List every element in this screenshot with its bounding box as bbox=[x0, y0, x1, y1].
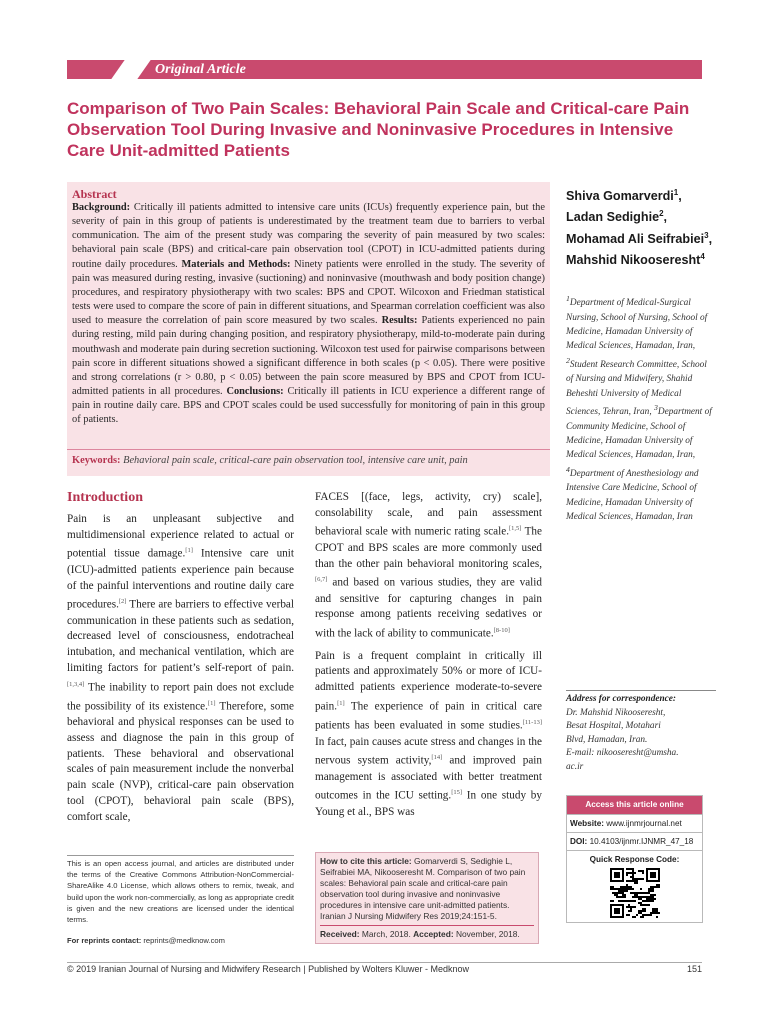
footer-divider bbox=[67, 962, 702, 963]
reprints-label: For reprints contact: bbox=[67, 936, 142, 945]
qr-module bbox=[650, 900, 652, 902]
qr-label: Quick Response Code: bbox=[589, 855, 680, 864]
qr-module bbox=[650, 872, 656, 878]
qr-module bbox=[626, 874, 628, 876]
qr-module bbox=[638, 870, 640, 872]
doi-row bbox=[567, 832, 702, 850]
qr-module bbox=[626, 872, 628, 874]
qr-module bbox=[624, 886, 626, 888]
qr-module bbox=[632, 900, 634, 902]
results-text: Patients experienced no pain during resting, mild pain during changing position, and respiratory physiotherapy, mild-to-moderate pain during mouthwash and moderate pain during secretion suctioning. Wilcoxon test used for pairwise comparisons between pain score in different situations showed a significant difference in both scales (p < 0.05). There were positive and strong correlations (r > 0.80, p < 0.05) between the pain score measured by BPS and CPOT from ICU-admitted patients in all procedures. bbox=[72, 315, 545, 398]
qr-module bbox=[636, 894, 638, 896]
qr-module bbox=[634, 878, 636, 880]
qr-module bbox=[630, 886, 632, 888]
qr-module bbox=[646, 914, 648, 916]
qr-module bbox=[622, 886, 624, 888]
qr-module bbox=[632, 868, 634, 870]
qr-module bbox=[624, 888, 626, 890]
qr-module bbox=[620, 900, 622, 902]
author-list bbox=[566, 184, 716, 270]
keywords-divider bbox=[67, 449, 550, 450]
qr-module bbox=[652, 890, 654, 892]
qr-module bbox=[620, 892, 622, 894]
qr-module bbox=[646, 904, 648, 906]
qr-module bbox=[656, 908, 658, 910]
cite-text: Gomarverdi S, Sedighie L, Seifrabiei MA, Nikooseresht M. Comparison of two pain scales: Behavioral pain scale and critical-care pain observation tool during invasive and noninvasive procedures in intensive care unit-admitted patients. Iranian J Nursing Midwifery Res 2019;24:151-5. bbox=[320, 856, 526, 921]
qr-module bbox=[652, 910, 654, 912]
qr-module bbox=[638, 910, 640, 912]
qr-module bbox=[656, 886, 658, 888]
author-sup: 3 bbox=[704, 230, 709, 240]
qr-module bbox=[656, 912, 658, 914]
qr-module bbox=[632, 874, 634, 876]
qr-module bbox=[626, 884, 628, 886]
qr-module bbox=[642, 878, 644, 880]
qr-module bbox=[642, 908, 644, 910]
qr-module bbox=[640, 892, 642, 894]
qr-module bbox=[630, 876, 632, 878]
affil-sup: 1 bbox=[566, 294, 570, 303]
author-sep: , bbox=[678, 189, 682, 204]
qr-module bbox=[614, 908, 620, 914]
citation-ref[interactable]: [2] bbox=[118, 598, 127, 606]
qr-code-icon[interactable] bbox=[610, 868, 660, 918]
correspondence bbox=[566, 690, 716, 774]
qr-module bbox=[638, 892, 640, 894]
methods-label: Materials and Methods: bbox=[181, 258, 291, 270]
qr-module bbox=[626, 890, 628, 892]
qr-module bbox=[630, 880, 632, 882]
qr-module bbox=[658, 884, 660, 886]
license-text: This is an open access journal, and articles are distributed under the terms of the Creative Commons Attribution-NonCommercial-ShareAlike 4.0 License, which allows others to remix, tweak, and build upon the work non-commercially, as long as appropriate credit is given and the new creations are licensed under the identical terms. bbox=[67, 855, 294, 925]
qr-module bbox=[646, 896, 648, 898]
affil-sup: 2 bbox=[566, 355, 570, 365]
keywords-text: Behavioral pain scale, critical-care pain observation tool, intensive care unit, pain bbox=[123, 455, 468, 466]
qr-module bbox=[628, 880, 630, 882]
qr-module bbox=[638, 896, 640, 898]
qr-module bbox=[656, 884, 658, 886]
accepted-date: November, 2018. bbox=[455, 929, 520, 939]
reprints-contact bbox=[67, 936, 225, 945]
qr-module bbox=[626, 886, 628, 888]
qr-module bbox=[630, 900, 632, 902]
affiliation: Department of Anesthesiology and Intensive Care Medicine, School of Medicine, Hamadan University of Medical Sciences, Hamadan, Iran bbox=[566, 468, 699, 523]
correspondence-line: ac.ir bbox=[566, 761, 584, 772]
qr-module bbox=[656, 916, 658, 918]
keywords bbox=[72, 454, 547, 467]
website-label: Website: bbox=[570, 819, 604, 828]
qr-module bbox=[642, 900, 644, 902]
qr-module bbox=[612, 900, 614, 902]
citation-ref[interactable]: [1] bbox=[207, 699, 216, 707]
qr-module bbox=[648, 896, 650, 898]
qr-module bbox=[646, 900, 648, 902]
qr-module bbox=[654, 912, 656, 914]
qr-module bbox=[630, 868, 632, 870]
article-title: Comparison of Two Pain Scales: Behavioral Pain Scale and Critical-care Pain Observation Tool During Invasive and Noninvasive Procedures in Intensive Care Unit-admitted Patients bbox=[67, 99, 690, 160]
qr-module bbox=[634, 894, 636, 896]
qr-module bbox=[644, 892, 646, 894]
background-text: Critically ill patients admitted to intensive care units (ICUs) frequently experience pain, but the severity of pain in this group of patients is underestimated by the treatment team due to barriers to verbal communication. The aim of the present study was comparing the severity of pain measured by two scales: behavioral pain scale (BPS) and critical-care pain observation tool (CPOT) in ICU-admitted patients during routine daily procedures. bbox=[72, 202, 545, 270]
qr-module bbox=[612, 888, 614, 890]
qr-module bbox=[632, 888, 634, 890]
qr-module bbox=[636, 914, 638, 916]
qr-module bbox=[642, 892, 644, 894]
author-sup: 2 bbox=[659, 209, 664, 219]
citation-ref[interactable]: [1,5] bbox=[509, 525, 522, 533]
qr-module bbox=[644, 900, 646, 902]
body-column-right bbox=[315, 490, 542, 827]
qr-module bbox=[654, 886, 656, 888]
qr-module bbox=[642, 910, 644, 912]
qr-module bbox=[638, 878, 640, 880]
qr-row bbox=[567, 850, 702, 918]
qr-module bbox=[622, 900, 624, 902]
affiliation: Department of Medical-Surgical Nursing, School of Nursing, School of Medicine, Hamadan University of Medical Sciences, Hamadan, Iran, bbox=[566, 298, 708, 352]
qr-module bbox=[650, 888, 652, 890]
results-label: Results: bbox=[381, 315, 418, 327]
author-sup: 1 bbox=[673, 188, 679, 197]
background-label: Background: bbox=[72, 202, 131, 213]
qr-module bbox=[626, 900, 628, 902]
qr-module bbox=[640, 870, 642, 872]
qr-module bbox=[610, 900, 612, 902]
qr-module bbox=[634, 892, 636, 894]
qr-module bbox=[640, 896, 642, 898]
qr-module bbox=[622, 894, 624, 896]
qr-module bbox=[630, 906, 632, 908]
qr-module bbox=[610, 886, 612, 888]
citation-ref[interactable]: [14] bbox=[431, 754, 443, 762]
affil-sup: 4 bbox=[566, 464, 570, 474]
doi-label: DOI: bbox=[570, 837, 588, 846]
author-sep: , bbox=[663, 210, 668, 225]
qr-module bbox=[650, 890, 652, 892]
access-heading: Access this article online bbox=[567, 796, 702, 814]
correspondence-heading: Address for correspondence: bbox=[566, 694, 677, 704]
qr-module bbox=[628, 904, 630, 906]
article-type-label: Original Article bbox=[155, 62, 246, 77]
correspondence-line: Besat Hospital, Motahari bbox=[566, 721, 661, 731]
qr-module bbox=[642, 914, 644, 916]
qr-module bbox=[642, 870, 644, 872]
qr-module bbox=[648, 904, 650, 906]
citation-ref[interactable]: [1,3,4] bbox=[67, 680, 85, 688]
qr-module bbox=[618, 888, 620, 890]
qr-module bbox=[644, 904, 646, 906]
qr-module bbox=[626, 888, 628, 890]
qr-module bbox=[634, 896, 636, 898]
abstract-text bbox=[72, 201, 545, 428]
qr-module bbox=[648, 898, 650, 900]
qr-module bbox=[628, 900, 630, 902]
qr-module bbox=[640, 912, 642, 914]
qr-module bbox=[650, 898, 652, 900]
qr-module bbox=[652, 888, 654, 890]
qr-module bbox=[654, 894, 656, 896]
access-online-box bbox=[566, 795, 703, 923]
footer-text: © 2019 Iranian Journal of Nursing and Midwifery Research | Published by Wolters Kluwer - Medknow bbox=[67, 964, 469, 974]
how-to-cite-box bbox=[315, 852, 539, 944]
qr-module bbox=[636, 892, 638, 894]
reprints-email[interactable]: reprints@medknow.com bbox=[143, 936, 225, 945]
qr-module bbox=[632, 892, 634, 894]
qr-module bbox=[632, 878, 634, 880]
qr-module bbox=[624, 896, 626, 898]
qr-module bbox=[616, 888, 618, 890]
qr-module bbox=[628, 888, 630, 890]
qr-module bbox=[636, 896, 638, 898]
doi-link[interactable]: 10.4103/ijnmr.IJNMR_47_18 bbox=[589, 837, 694, 846]
qr-module bbox=[620, 888, 622, 890]
qr-module bbox=[630, 910, 632, 912]
qr-module bbox=[634, 900, 636, 902]
citation-ref[interactable]: [8-10] bbox=[493, 627, 510, 635]
qr-module bbox=[618, 892, 620, 894]
qr-module bbox=[626, 914, 628, 916]
introduction-heading: Introduction bbox=[67, 490, 143, 505]
keywords-label: Keywords: bbox=[72, 455, 121, 466]
qr-module bbox=[650, 896, 652, 898]
qr-module bbox=[652, 898, 654, 900]
body-paragraph: Pain is a frequent complaint in critically ill patients and approximately 50% or more of ICU-admitted patients experience moderate-to-severe pain.[1] The experience of pain in critical care patients has been evaluated in some studies.[11-13] In fact, pain causes acute stress and changes in the nervous system activity,[14] and improved pain management is associated with better treatment outcomes in the ICU setting.[15] In one study by Young et al., BPS was bbox=[315, 649, 542, 818]
qr-module bbox=[642, 872, 644, 874]
qr-module bbox=[618, 900, 620, 902]
qr-module bbox=[634, 906, 636, 908]
qr-module bbox=[618, 896, 620, 898]
qr-module bbox=[632, 880, 634, 882]
qr-module bbox=[630, 908, 632, 910]
qr-module bbox=[614, 894, 616, 896]
conclusions-label: Conclusions: bbox=[226, 386, 284, 398]
citation-ref[interactable]: [11-13] bbox=[522, 719, 542, 727]
affiliations bbox=[566, 292, 716, 524]
qr-module bbox=[626, 880, 628, 882]
qr-module bbox=[612, 886, 614, 888]
qr-module bbox=[654, 910, 656, 912]
website-link[interactable]: www.ijnmrjournal.net bbox=[606, 819, 682, 828]
qr-module bbox=[628, 910, 630, 912]
qr-module bbox=[634, 882, 636, 884]
author-name: Ladan Sedighie bbox=[566, 210, 660, 225]
qr-module bbox=[658, 886, 660, 888]
qr-module bbox=[628, 872, 630, 874]
cite-label: How to cite this article: bbox=[320, 856, 412, 866]
received-label: Received: bbox=[320, 929, 360, 939]
affiliation: Department of Community Medicine, School of Medicine, Hamadan University of Medical Sciences, Hamadan, Iran, bbox=[566, 407, 712, 461]
citation-ref[interactable]: [1] bbox=[185, 547, 193, 555]
body-paragraph: FACES [(face, legs, activity, cry) scale], consolability scale, and pain assessment behavioral scale with numeric rating scale.[1,5] The CPOT and BPS scales are more commonly used than the other pain behavioral monitoring scales,[6,7] and based on various studies, they are valid and sensitive for capturing changes in pain response among patients receiving sedatives or with the lack of ability to communicate.[8-10] bbox=[315, 491, 542, 640]
qr-module bbox=[648, 890, 650, 892]
abstract-box bbox=[67, 182, 550, 476]
qr-module bbox=[624, 890, 626, 892]
conclusions-text: Critically ill patients in ICU experience a different range of pain in routine daily care. BPS and CPOT scales could be used successfully for monitoring of pain in this group of patients. bbox=[72, 386, 545, 426]
qr-module bbox=[634, 872, 636, 874]
qr-module bbox=[650, 894, 652, 896]
qr-module bbox=[614, 872, 620, 878]
qr-module bbox=[656, 910, 658, 912]
qr-module bbox=[648, 892, 650, 894]
qr-module bbox=[640, 878, 642, 880]
citation-ref[interactable]: [1] bbox=[337, 699, 345, 707]
citation-ref[interactable]: [15] bbox=[451, 789, 463, 797]
qr-module bbox=[622, 888, 624, 890]
qr-module bbox=[652, 900, 654, 902]
qr-module bbox=[644, 908, 646, 910]
author-name: Shiva Gomarverdi bbox=[566, 189, 674, 204]
author-sep: , bbox=[708, 231, 713, 246]
qr-module bbox=[644, 910, 646, 912]
qr-module bbox=[610, 888, 612, 890]
qr-module bbox=[640, 910, 642, 912]
qr-module bbox=[630, 872, 632, 874]
qr-module bbox=[640, 904, 642, 906]
affil-sup: 3 bbox=[653, 403, 658, 413]
qr-module bbox=[632, 906, 634, 908]
qr-module bbox=[632, 872, 634, 874]
qr-module bbox=[634, 916, 636, 918]
qr-module bbox=[630, 892, 632, 894]
author-name: Mahshid Nikooseresht bbox=[566, 253, 701, 268]
qr-module bbox=[616, 896, 618, 898]
qr-module bbox=[648, 900, 650, 902]
qr-module bbox=[622, 896, 624, 898]
qr-module bbox=[642, 904, 644, 906]
qr-module bbox=[618, 890, 620, 892]
qr-module bbox=[630, 888, 632, 890]
qr-module bbox=[632, 870, 634, 872]
qr-module bbox=[650, 914, 652, 916]
qr-module bbox=[626, 868, 628, 870]
qr-module bbox=[620, 896, 622, 898]
qr-module bbox=[640, 902, 642, 904]
body-paragraph: Pain is an unpleasant subjective and multidimensional experience related to actual or potential tissue damage.[1] Intensive care unit (ICU)-admitted patients experience pain because of the painful interventions and routine daily care procedures.[2] There are barriers to effective verbal communication in these patients such as sedation, decreased level of consciousness, endotracheal intubation, and mechanical ventilation, which are limiting factors for patient’s self-report of pain.[1,3,4] The inability to report pain does not exclude the possibility of its existence.[1] Therefore, some behavioral and physical responses can be used to assess and diagnose the pain in this group of patients. These behavioral and observational scales of pain measurement include the nonverbal pain scale (NVP), critical-care pain observation tool (CPOT), behavioral pain scale (BPS), comfort scale, bbox=[67, 513, 294, 823]
qr-module bbox=[650, 912, 652, 914]
qr-module bbox=[642, 896, 644, 898]
qr-module bbox=[648, 914, 650, 916]
abstract-heading: Abstract bbox=[72, 187, 117, 201]
author-name: Mohamad Ali Seifrabiei bbox=[566, 231, 705, 246]
qr-code-graphic bbox=[610, 868, 660, 918]
correspondence-line: E-mail: nikooseresht@umsha. bbox=[566, 748, 679, 758]
qr-module bbox=[644, 914, 646, 916]
qr-module bbox=[638, 912, 640, 914]
affiliation: Student Research Committee, School of Nursing and Midwifery, Shahid Beheshti University of Medical Sciences, Tehran, Iran, bbox=[566, 359, 707, 418]
body-column-left bbox=[67, 512, 294, 831]
qr-module bbox=[652, 886, 654, 888]
qr-module bbox=[634, 880, 636, 882]
qr-module bbox=[614, 892, 616, 894]
qr-module bbox=[624, 894, 626, 896]
qr-module bbox=[654, 898, 656, 900]
qr-module bbox=[648, 888, 650, 890]
qr-module bbox=[658, 912, 660, 914]
qr-module bbox=[646, 892, 648, 894]
qr-module bbox=[616, 892, 618, 894]
website-row bbox=[567, 814, 702, 832]
qr-module bbox=[652, 894, 654, 896]
qr-module bbox=[636, 882, 638, 884]
citation-ref[interactable]: [6,7] bbox=[315, 576, 328, 584]
qr-module bbox=[642, 916, 644, 918]
qr-module bbox=[650, 886, 652, 888]
qr-module bbox=[628, 906, 630, 908]
qr-module bbox=[632, 896, 634, 898]
accepted-label: Accepted: bbox=[413, 929, 454, 939]
author-sup: 4 bbox=[700, 252, 705, 262]
qr-module bbox=[654, 908, 656, 910]
qr-module bbox=[620, 886, 622, 888]
qr-module bbox=[636, 880, 638, 882]
qr-module bbox=[652, 896, 654, 898]
correspondence-line: Blvd, Hamadan, Iran. bbox=[566, 734, 648, 745]
page-footer bbox=[67, 964, 702, 974]
qr-module bbox=[628, 914, 630, 916]
qr-module bbox=[612, 892, 614, 894]
qr-module bbox=[622, 892, 624, 894]
received-accepted bbox=[320, 925, 534, 940]
qr-module bbox=[632, 916, 634, 918]
qr-module bbox=[652, 912, 654, 914]
qr-module bbox=[622, 890, 624, 892]
qr-module bbox=[628, 886, 630, 888]
qr-module bbox=[640, 916, 642, 918]
qr-module bbox=[616, 894, 618, 896]
correspondence-line: Dr. Mahshid Nikooseresht, bbox=[566, 707, 666, 718]
qr-module bbox=[624, 900, 626, 902]
qr-module bbox=[614, 888, 616, 890]
qr-module bbox=[640, 898, 642, 900]
page-number: 151 bbox=[686, 964, 702, 974]
qr-module bbox=[628, 868, 630, 870]
qr-module bbox=[646, 898, 648, 900]
qr-module bbox=[636, 878, 638, 880]
qr-module bbox=[638, 902, 640, 904]
received-date: March, 2018. bbox=[361, 929, 411, 939]
methods-text: Ninety patients were enrolled in the study. The severity of pain was measured during resting, invasive (suctioning) and noninvasive (mouthwash and body position change) procedures, and respiratory physiotherapy with two scales: BPS and CPOT. Wilcoxon and Friedman statistical tests were used to compare the score of pain in different situations, and Spearman correlation coefficient was also used to measure the correlation of pain score measured by two scales. bbox=[72, 258, 545, 327]
qr-module bbox=[632, 876, 634, 878]
qr-module bbox=[638, 898, 640, 900]
qr-module bbox=[626, 906, 628, 908]
qr-module bbox=[640, 888, 642, 890]
qr-module bbox=[652, 908, 654, 910]
qr-module bbox=[644, 896, 646, 898]
qr-module bbox=[620, 890, 622, 892]
